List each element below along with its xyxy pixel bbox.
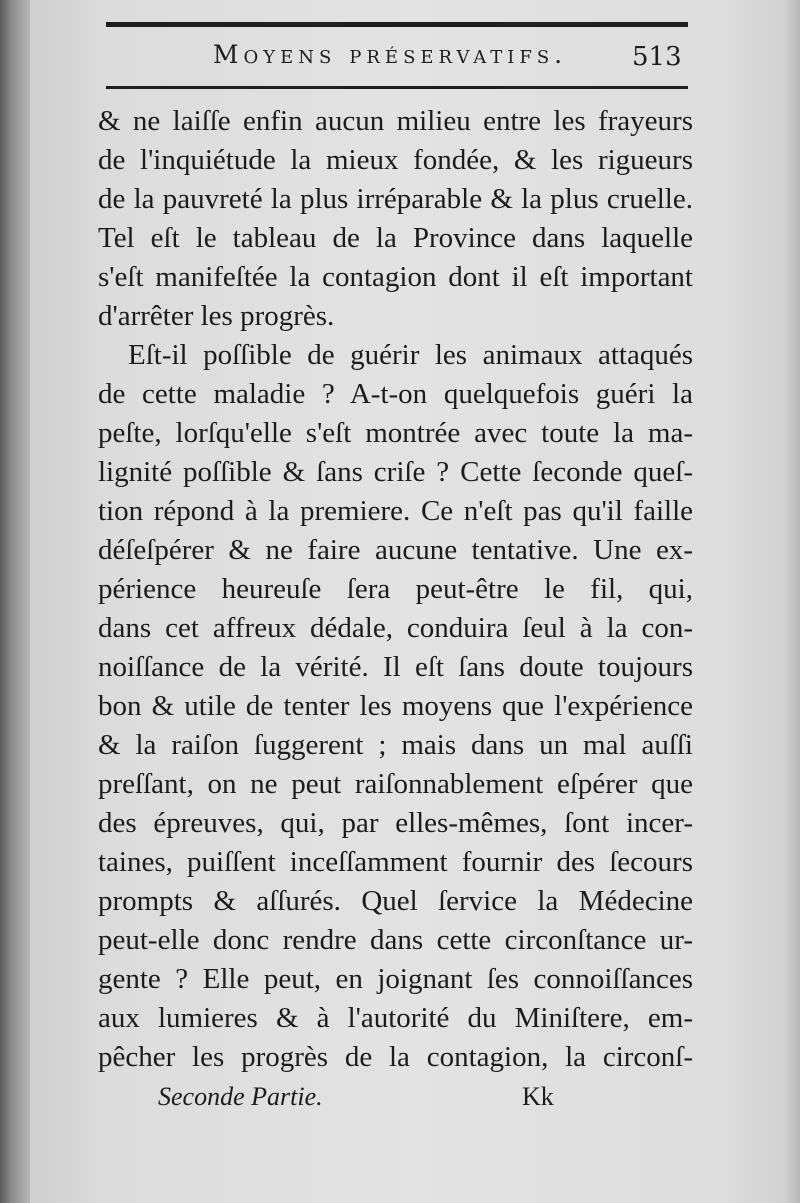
- text-line: aux lumieres & à l'autorité du Miniſtere, em-: [98, 1002, 693, 1034]
- text-line: de la pauvreté la plus irréparable & la plus cruelle.: [98, 183, 693, 215]
- text-line: Tel eſt le tableau de la Province dans laquelle: [98, 222, 693, 254]
- body-text: [98, 102, 693, 1077]
- text-line: de l'inquiétude la mieux fondée, & les rigueurs: [98, 144, 693, 176]
- text-line: déſeſpérer & ne faire aucune tentative. Une ex-: [98, 534, 693, 566]
- text-line: périence heureuſe ſera peut-être le fil, qui,: [98, 573, 693, 605]
- text-line: de cette maladie ? A-t-on quelquefois guéri la: [98, 378, 693, 410]
- page-edge-shadow: [784, 0, 800, 1203]
- text-line: noiſſance de la vérité. Il eſt ſans doute toujours: [98, 651, 693, 683]
- text-line: tion répond à la premiere. Ce n'eſt pas qu'il faille: [98, 495, 693, 527]
- text-line: lignité poſſible & ſans criſe ? Cette ſeconde queſ-: [98, 456, 693, 488]
- text-line: bon & utile de tenter les moyens que l'expérience: [98, 690, 693, 722]
- book-spine: [0, 0, 30, 1203]
- footer-catchword: Kk: [522, 1082, 554, 1111]
- text-line: s'eſt manifeſtée la contagion dont il eſt important: [98, 261, 693, 293]
- header-rule-top: [106, 22, 688, 27]
- text-line: preſſant, on ne peut raiſonnablement eſpérer que: [98, 768, 693, 800]
- text-line: Eſt-il poſſible de guérir les animaux attaqués: [128, 339, 693, 371]
- text-line: & ne laiſſe enfin aucun milieu entre les frayeurs: [98, 105, 693, 137]
- footer-signature: Seconde Partie.: [158, 1082, 323, 1111]
- text-line: gente ? Elle peut, en joignant ſes connoiſſances: [98, 963, 693, 995]
- text-line: peut-elle donc rendre dans cette circonſtance ur-: [98, 924, 693, 956]
- text-line: pêcher les progrès de la contagion, la circonſ-: [98, 1041, 693, 1073]
- text-line: prompts & aſſurés. Quel ſervice la Médecine: [98, 885, 693, 917]
- text-line: peſte, lorſqu'elle s'eſt montrée avec toute la ma-: [98, 417, 693, 449]
- text-line: des épreuves, qui, par elles-mêmes, ſont incer-: [98, 807, 693, 839]
- running-head: Moyens préservatifs.: [212, 40, 568, 69]
- text-line: taines, puiſſent inceſſamment fournir des ſecours: [98, 846, 693, 878]
- page-number: 513: [632, 42, 682, 72]
- text-line: dans cet affreux dédale, conduira ſeul à la con-: [98, 612, 693, 644]
- text-line: & la raiſon ſuggerent ; mais dans un mal auſſi: [98, 729, 693, 761]
- text-line: d'arrêter les progrès.: [98, 300, 335, 332]
- header-rule-bottom: [106, 86, 688, 89]
